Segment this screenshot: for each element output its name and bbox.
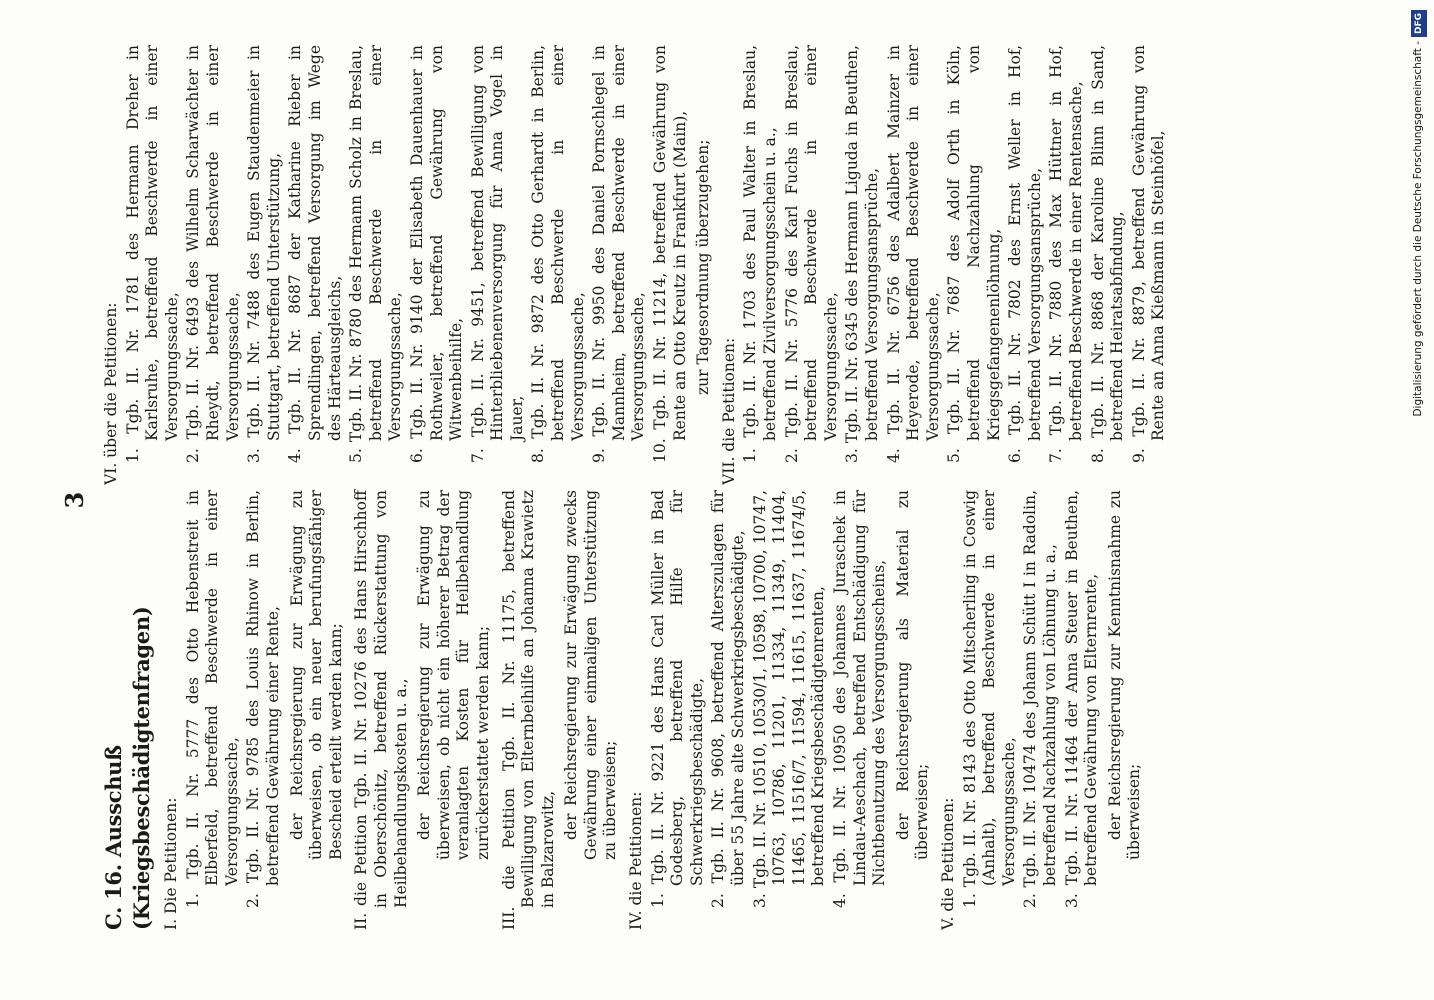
section-III	[500, 490, 622, 930]
rotated-page-content	[55, 0, 1355, 1000]
petition-entry: 2. Tgb. II. Nr. 9785 des Louis Rhinow in Berlin, betreffend Gewährung einer Rente,	[244, 490, 282, 908]
decision-text: der Reichsregierung zur Erwägung zu überweisen, ob ein neuer berufungsfähiger Bescheid erteilt werden kann;	[287, 490, 345, 860]
petition-entry: 1. Tgb. II. Nr. 9221 des Hans Carl Müller in Bad Godesberg, betreffend Hilfe für Schwerkriegsbeschädigte,	[648, 490, 706, 908]
section-label: V. die Petitionen:	[938, 797, 957, 930]
petition-entry: 9. Tgb. II. Nr. 9950 des Daniel Pornschlegel in Mannheim, betreffend Beschwerde in einer Versorgungssache,	[590, 45, 648, 463]
section-label: IV. die Petitionen:	[627, 791, 646, 930]
section-IV	[627, 490, 933, 930]
petition-entry: 5. Tgb. II. Nr. 8780 des Hermann Scholz in Breslau, betreffend Beschwerde in einer Versorgungssache,	[347, 45, 405, 463]
petition-entry: 8. Tgb. II. Nr. 8868 der Karoline Blinn in Sand, betreffend Heiratsabfindung,	[1088, 45, 1127, 463]
petition-entry: 4. Tgb. II. Nr. 8687 der Katharine Rieber in Sprendlingen, betreffend Versorgung im Wege des Härteausgleichs,	[286, 45, 344, 463]
petition-entry: 4. Tgb. II. Nr. 6756 des Adalbert Mainzer in Heyerode, betreffend Beschwerde in einer Versorgungssache,	[884, 45, 942, 463]
petition-entry: 4. Tgb. II. Nr. 10950 des Johannes Juraschek in Lindau-Aeschach, betreffend Entschädigung für Nichtbenutzung des Versorgungsscheins,	[831, 490, 889, 908]
petition-entry: 10. Tgb. II. Nr. 11214, betreffend Gewährung von Rente an Otto Kreutz in Frankfurt (Main),	[651, 45, 689, 463]
petition-entry: 2. Tgb. II. Nr. 6493 des Wilhelm Scharwächter in Rheydt, betreffend Beschwerde in einer Versorgungssache,	[184, 45, 242, 463]
petition-entry: 1. Tgb. II. Nr. 5777 des Otto Hebenstreit in Elberfeld, betreffend Beschwerde in einer Versorgungssache,	[183, 490, 241, 908]
petition-entry: 2. Tgb. II. Nr. 10474 des Johann Schütt I in Radolin, betreffend Nachzahlung von Löhnung u. a.,	[1021, 490, 1059, 908]
decision-text: zur Tagesordnung überzugehen;	[694, 139, 713, 395]
credit-text: Digitalisierung gefördert durch die Deutsche Forschungsgemeinschaft -	[1412, 41, 1424, 417]
left-column	[100, 490, 1151, 930]
petition-entry: 7. Tgb. II. Nr. 7880 des Max Hüttner in Hof, betreffend Beschwerde in einer Rentensache,	[1047, 45, 1085, 463]
petition-entry: 3. Tgb. II. Nr. 10510, 10530/1, 10598, 10700, 10747, 10763, 10786, 11201, 11334, 11349, 11404, 11465, 11516/7, 11594, 11615, 11637, 11674/5, betreffend Kriegsbeschädigtenrenten,	[750, 490, 828, 908]
petition-entry: 2. Tgb. II. Nr. 9608, betreffend Alterszulagen für über 55 Jahre alte Schwerkriegsbeschädigte,	[709, 490, 748, 908]
petition-entry: 3. Tgb. II. Nr. 11464 der Anna Steuer in Beuthen, betreffend Gewährung von Elternrente,	[1062, 490, 1101, 908]
committee-heading: C. 16. Ausschuß (Kriegsbeschädigtenfragen)	[101, 606, 154, 930]
petition-entry: 1. Tgb. II. Nr. 1781 des Hermann Dreher in Karlsruhe, betreffend Beschwerde in einer Versorgungssache,	[123, 45, 181, 463]
petition-entry: 1. Tgb. II. Nr. 1703 des Paul Walter in Breslau, betreffend Zivilversorgungsschein u. a.,	[741, 45, 779, 463]
dfg-logo: DFG	[1411, 10, 1427, 37]
page-number: 3	[60, 491, 89, 509]
petition-entry: 6. Tgb. II. Nr. 7802 des Ernst Weller in Hof, betreffend Versorgungsansprüche,	[1006, 45, 1044, 463]
petition-entry: 8. Tgb. II. Nr. 9872 des Otto Gerhardt in Berlin, betreffend Beschwerde in einer Versorgungssache,	[529, 45, 587, 463]
section-II	[352, 490, 493, 930]
section-label: II. die Petition Tgb. II. Nr. 10276 des Hans Hirschhoff in Oberschönitz, betreffend Rückerstattung von Heilbehandlungskosten u. a.,	[352, 490, 410, 930]
section-V	[939, 490, 1145, 930]
decision-text: der Reichsregierung zur Erwägung zwecks Gewährung einer einmaligen Unterstützung zu überweisen;	[562, 490, 620, 860]
right-column	[100, 45, 1175, 485]
petition-entry: 3. Tgb. II. Nr. 6345 des Hermann Liguda in Beuthen, betreffend Versorgungsansprüche,	[843, 45, 881, 463]
petition-entry: 6. Tgb. II. Nr. 9140 der Elisabeth Dauenhauer in Rothweiler, betreffend Gewährung von Witwenbeihilfe,	[407, 45, 466, 463]
section-label: VII. die Petitionen:	[719, 337, 738, 485]
petition-entry: 7. Tgb. II. Nr. 9451, betreffend Bewilligung von Hinterbliebenenversorgung für Anna Vogel in Jauer,	[468, 45, 526, 463]
section-VII	[720, 45, 1169, 485]
section-label: VI. über die Petitionen:	[102, 302, 120, 485]
section-VI	[102, 45, 714, 485]
petition-entry: 2. Tgb. II. Nr. 5776 des Karl Fuchs in Breslau, betreffend Beschwerde in einer Versorgungssache,	[782, 45, 840, 463]
decision-text: der Reichsregierung als Material zu überweisen;	[893, 490, 932, 860]
section-label: I. Die Petitionen:	[162, 797, 180, 930]
petition-entry: 5. Tgb. II. Nr. 7687 des Adolf Orth in Köln, betreffend Nachzahlung von Kriegsgefangenenlöhnung,	[945, 45, 1003, 463]
petition-entry: 1. Tgb. II. Nr. 8143 des Otto Mitscherling in Coswig (Anhalt), betreffend Beschwerde in einer Versorgungssache,	[960, 490, 1018, 908]
decision-text: der Reichsregierung zur Erwägung zu überweisen, ob nicht ein höherer Betrag der veranlagten Kosten für Heilbehandlung zurückerstattet werden kann;	[415, 490, 492, 860]
digitization-credit	[1410, 10, 1426, 990]
petition-entry: 9. Tgb. II. Nr. 8879, betreffend Gewährung von Rente an Anna Kießmann in Steinhöfel,	[1129, 45, 1168, 463]
section-I	[162, 490, 346, 930]
petition-entry: 3. Tgb. II. Nr. 7488 des Eugen Staudenmeier in Stuttgart, betreffend Unterstützung,	[245, 45, 283, 463]
section-label: III. die Petition Tgb. II. Nr. 11175, betreffend Bewilligung von Elternbeihilfe an Johanna Krawietz in Balzarowitz,	[499, 490, 557, 930]
decision-text: der Reichsregierung zur Kenntnisnahme zu überweisen;	[1105, 490, 1144, 860]
